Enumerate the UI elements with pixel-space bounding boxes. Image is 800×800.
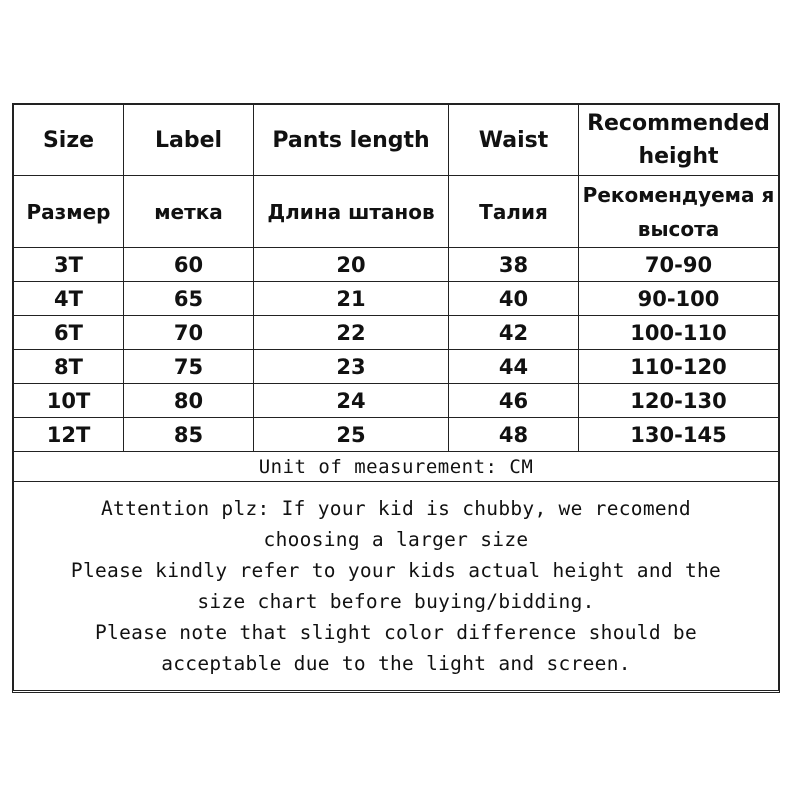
- table-row: [14, 384, 779, 418]
- waist-cell: 38: [449, 248, 579, 282]
- height-cell: 70-90: [579, 248, 779, 282]
- waist-cell: 40: [449, 282, 579, 316]
- table-row: [14, 282, 779, 316]
- header-label: Label: [124, 105, 254, 176]
- size-cell: 6T: [14, 316, 124, 350]
- header-waist: Waist: [449, 105, 579, 176]
- label-cell: 85: [124, 418, 254, 452]
- notes-block: [14, 482, 779, 691]
- pants-length-cell: 21: [254, 282, 449, 316]
- header-recommended-height-ru: Рекомендуема я высота: [579, 176, 779, 248]
- label-cell: 65: [124, 282, 254, 316]
- pants-length-cell: 22: [254, 316, 449, 350]
- waist-cell: 46: [449, 384, 579, 418]
- waist-cell: 48: [449, 418, 579, 452]
- height-cell: 110-120: [579, 350, 779, 384]
- table-row: [14, 350, 779, 384]
- note-line: Please kindly refer to your kids actual height and the: [70, 559, 722, 582]
- note-line: Please note that slight color difference should be: [95, 621, 697, 644]
- header-pants-length-ru: Длина штанов: [254, 176, 449, 248]
- size-cell: 12T: [14, 418, 124, 452]
- waist-cell: 44: [449, 350, 579, 384]
- height-cell: 130-145: [579, 418, 779, 452]
- header-recommended-height: Recommended height: [579, 105, 779, 176]
- height-cell: 100-110: [579, 316, 779, 350]
- size-cell: 8T: [14, 350, 124, 384]
- unit-of-measurement: Unit of measurement: CM: [14, 452, 779, 482]
- pants-length-cell: 23: [254, 350, 449, 384]
- label-cell: 70: [124, 316, 254, 350]
- size-cell: 3T: [14, 248, 124, 282]
- pants-length-cell: 20: [254, 248, 449, 282]
- table-row: [14, 248, 779, 282]
- height-cell: 90-100: [579, 282, 779, 316]
- size-cell: 4T: [14, 282, 124, 316]
- pants-length-cell: 24: [254, 384, 449, 418]
- unit-row: [14, 452, 779, 482]
- header-row-english: [14, 105, 779, 176]
- header-row-russian: [14, 176, 779, 248]
- header-pants-length: Pants length: [254, 105, 449, 176]
- header-size: Size: [14, 105, 124, 176]
- note-line: choosing a larger size: [263, 528, 529, 551]
- height-cell: 120-130: [579, 384, 779, 418]
- note-line: acceptable due to the light and screen.: [161, 652, 631, 675]
- header-waist-ru: Талия: [449, 176, 579, 248]
- header-size-ru: Размер: [14, 176, 124, 248]
- pants-length-cell: 25: [254, 418, 449, 452]
- label-cell: 60: [124, 248, 254, 282]
- label-cell: 80: [124, 384, 254, 418]
- size-table: [13, 104, 779, 691]
- notes-row: [14, 482, 779, 691]
- note-line: Attention plz: If your kid is chubby, we recomend: [101, 497, 691, 520]
- size-chart: [12, 103, 780, 693]
- size-cell: 10T: [14, 384, 124, 418]
- table-row: [14, 316, 779, 350]
- header-label-ru: метка: [124, 176, 254, 248]
- table-row: [14, 418, 779, 452]
- waist-cell: 42: [449, 316, 579, 350]
- note-line: size chart before buying/bidding.: [197, 590, 595, 613]
- label-cell: 75: [124, 350, 254, 384]
